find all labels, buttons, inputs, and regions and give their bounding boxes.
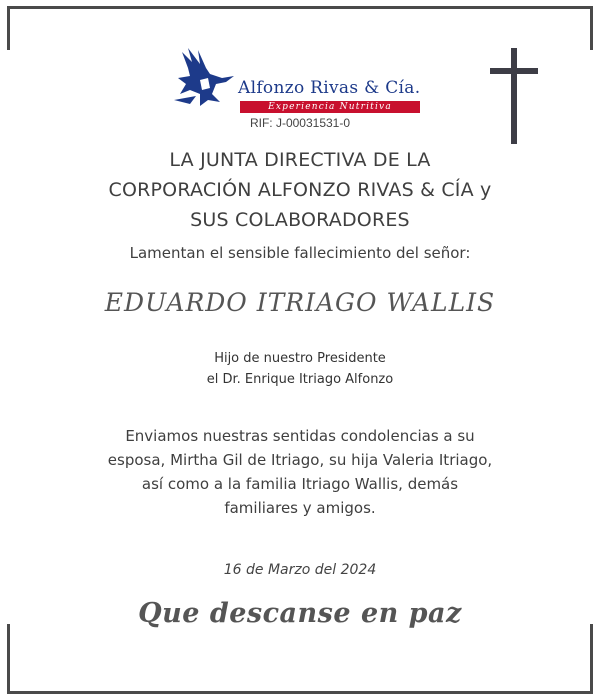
heading-line-3: SUS COLABORADORES [190, 209, 410, 231]
heading-line-2: CORPORACIÓN ALFONZO RIVAS & CÍA y [108, 179, 492, 201]
condolences-line-2: esposa, Mirtha Gil de Itriago, su hija Valeria Itriago, [107, 451, 493, 469]
latin-cross-icon [490, 48, 538, 144]
frame-bottom-horizontal [7, 691, 593, 694]
frame-top-left-horizontal [7, 6, 593, 9]
condolences-line-3: así como a la familia Itriago Wallis, demás [141, 475, 459, 493]
frame-top-left-vertical [7, 6, 10, 50]
logo-tagline: Experiencia Nutritiva [240, 101, 420, 113]
notice-date: 16 de Marzo del 2024 [223, 562, 377, 578]
company-rif: RIF: J-00031531-0 [249, 116, 351, 130]
son-of-text [0, 348, 600, 390]
condolences-text [60, 424, 540, 520]
frame-bottom-left-vertical [7, 624, 10, 694]
heading-line-1: LA JUNTA DIRECTIVA DE LA [169, 149, 431, 171]
frame-top-right-vertical [590, 6, 593, 50]
condolences-line-1: Enviamos nuestras sentidas condolencias a su [125, 427, 475, 445]
closing-phrase: Que descanse en paz [138, 598, 462, 629]
son-of-line-1: Hijo de nuestro Presidente [214, 351, 386, 366]
lament-text: Lamentan el sensible fallecimiento del señor: [129, 244, 471, 262]
condolences-line-4: familiares y amigos. [224, 499, 376, 517]
deceased-name: EDUARDO ITRIAGO WALLIS [104, 288, 496, 317]
frame-bottom-right-vertical [590, 624, 593, 694]
board-heading [0, 145, 600, 235]
logo-company-name: Alfonzo Rivas & Cía. [238, 78, 421, 98]
son-of-line-2: el Dr. Enrique Itriago Alfonzo [206, 372, 394, 387]
eagle-logo-icon [170, 44, 240, 110]
